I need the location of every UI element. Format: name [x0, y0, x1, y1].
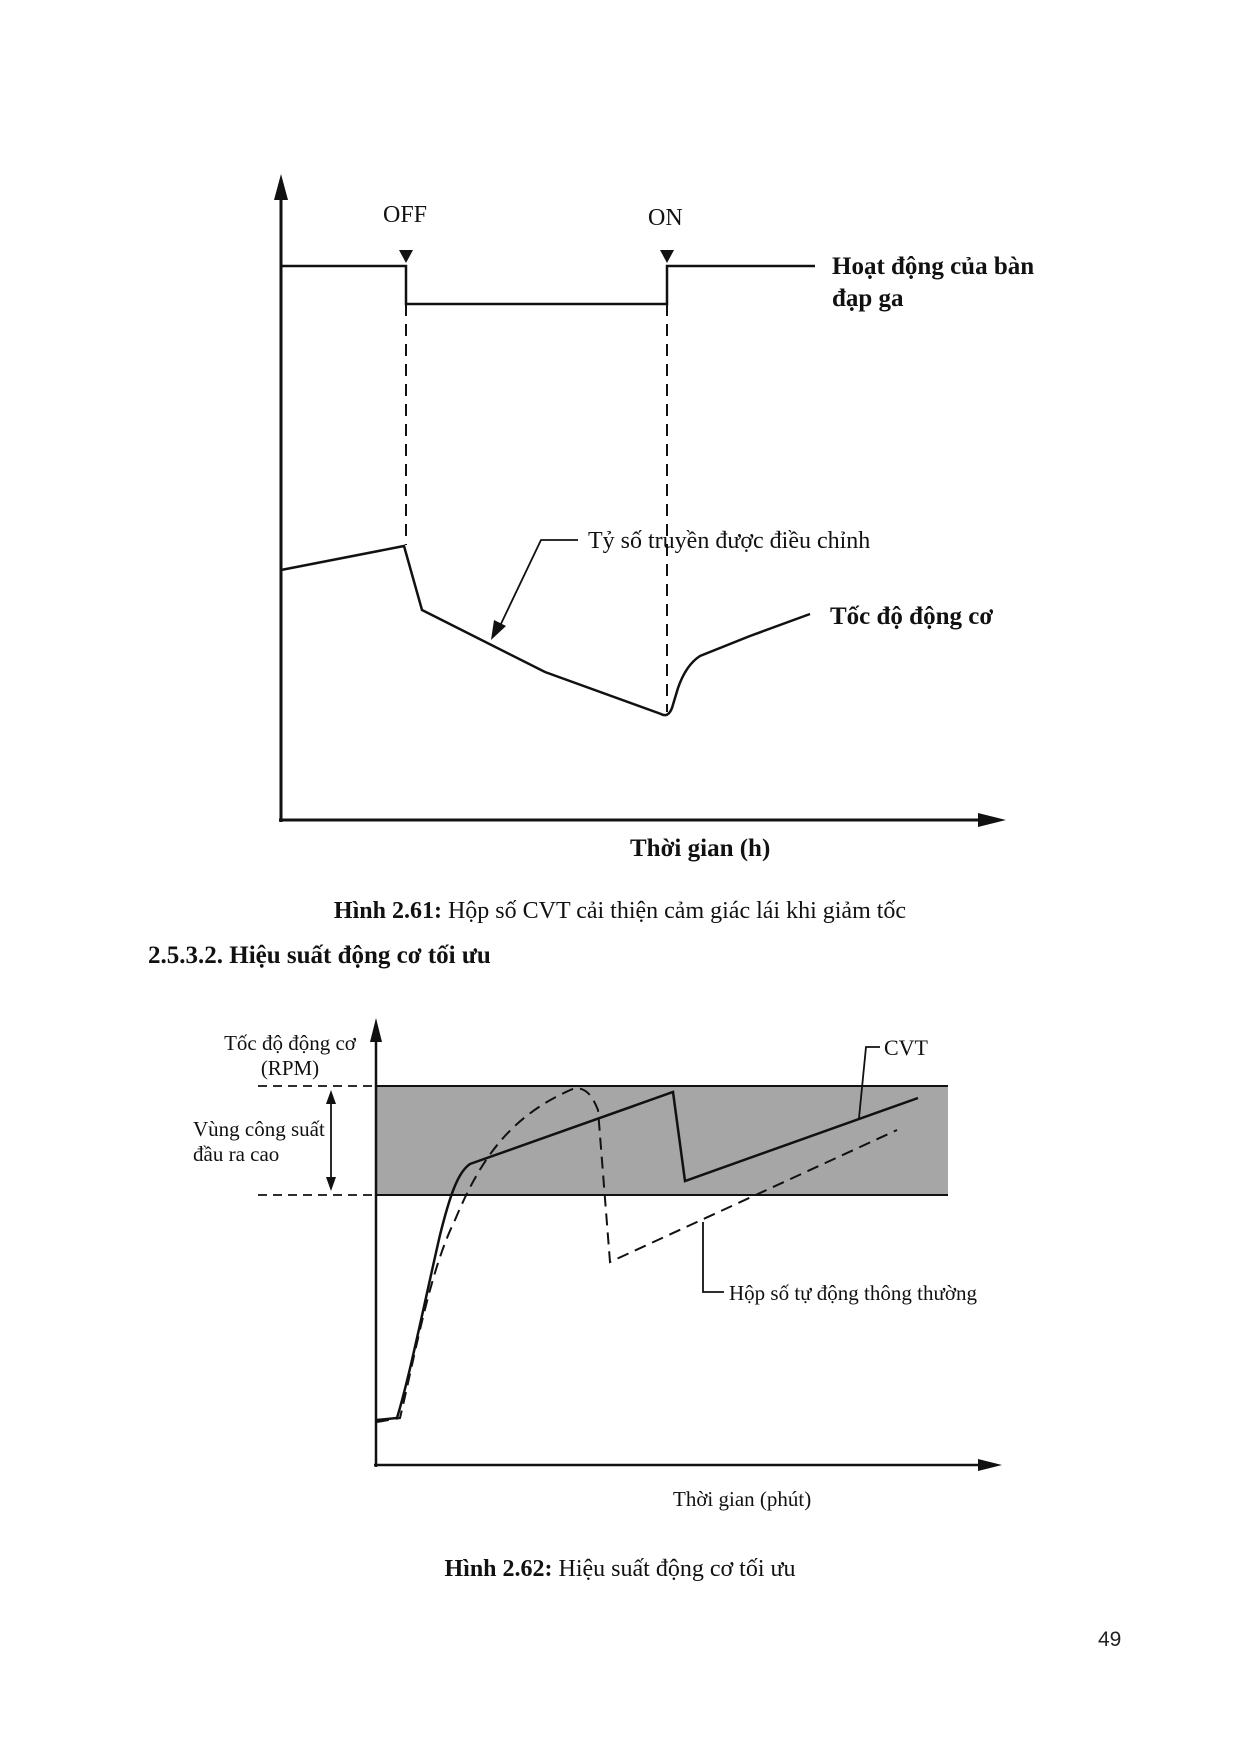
ratio-arrow-icon — [491, 620, 506, 640]
fig2-y-axis-label-line1: Tốc độ động cơ — [224, 1031, 356, 1055]
fig2-x-axis-arrow — [978, 1459, 1002, 1471]
off-marker-icon — [399, 250, 413, 263]
high-output-zone — [376, 1086, 948, 1195]
fig2-y-axis-arrow — [370, 1018, 382, 1042]
pedal-label-line1: Hoạt động của bàn — [832, 253, 1035, 280]
zone-arrow-up-icon — [326, 1090, 336, 1104]
pedal-label-line2: đạp ga — [832, 285, 904, 312]
zone-label-line2: đầu ra cao — [193, 1142, 280, 1166]
engine-speed-curve — [281, 546, 810, 715]
engine-speed-label: Tốc độ động cơ — [830, 603, 994, 630]
fig1-x-axis-label: Thời gian (h) — [630, 835, 771, 862]
figure-2-61 — [274, 174, 1034, 862]
fig1-y-axis-arrow — [274, 174, 288, 200]
section-heading: 2.5.3.2. Hiệu suất động cơ tối ưu — [148, 942, 491, 969]
on-marker-icon — [660, 250, 674, 263]
caption-2-62-text: Hiệu suất động cơ tối ưu — [552, 1556, 796, 1582]
caption-2-61-text: Hộp số CVT cải thiện cảm giác lái khi giảm tốc — [441, 898, 907, 924]
caption-2-62-prefix: Hình 2.62: — [444, 1556, 553, 1582]
zone-label-line1: Vùng công suất — [193, 1117, 325, 1141]
cvt-label: CVT — [884, 1035, 928, 1060]
zone-arrow-down-icon — [326, 1177, 336, 1191]
page-number: 49 — [1098, 1628, 1122, 1651]
on-label: ON — [648, 205, 683, 231]
fig2-y-axis-label-line2: (RPM) — [260, 1056, 320, 1080]
pedal-signal-line — [281, 266, 815, 304]
figure-2-61-caption — [0, 896, 1240, 926]
ratio-label: Tỷ số truyền được điều chỉnh — [588, 528, 871, 554]
fig1-x-axis-arrow — [978, 813, 1006, 827]
automatic-leader-line — [703, 1222, 724, 1292]
fig2-x-axis-label: Thời gian (phút) — [673, 1487, 812, 1511]
automatic-label: Hộp số tự động thông thường — [729, 1281, 977, 1305]
figure-2-62-caption — [0, 1554, 1240, 1584]
ratio-leader-line — [499, 540, 578, 628]
off-label: OFF — [383, 202, 428, 228]
caption-2-61-prefix: Hình 2.61: — [333, 898, 442, 924]
figure-2-62 — [193, 1018, 1002, 1511]
